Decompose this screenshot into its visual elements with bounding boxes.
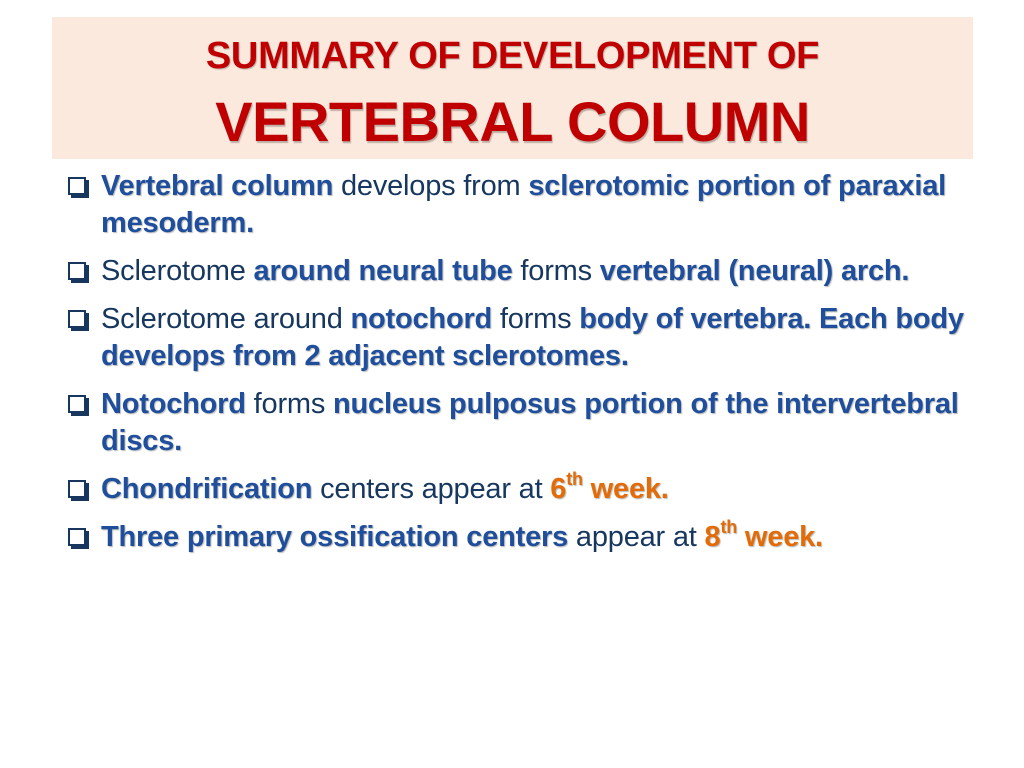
bullet-item: [66, 253, 986, 290]
checkbox-bullet-icon: [68, 480, 86, 498]
checkbox-bullet-icon: [68, 310, 86, 328]
week-number: 6: [550, 473, 567, 505]
bullet-bold-text: vertebral (neural) arch.: [599, 255, 910, 287]
bullet-text: Sclerotome: [101, 255, 254, 287]
bullet-bold-text: around neural tube: [253, 255, 513, 287]
bullet-item: [66, 471, 986, 508]
bullet-text: Sclerotome around: [101, 303, 351, 335]
week-label: week.: [582, 473, 669, 505]
bullet-item: [66, 168, 986, 242]
week-label: week.: [737, 521, 823, 553]
bullet-text: forms: [245, 388, 334, 420]
bullet-bold-text: sclerotomic portion of paraxial mesoderm.: [101, 170, 946, 239]
checkbox-bullet-icon: [68, 262, 86, 280]
bullet-bold-text: Three primary ossification centers: [101, 521, 569, 553]
bullet-bold-text: Chondrification: [101, 473, 313, 505]
bullet-text: centers appear at: [312, 473, 551, 505]
bullet-text: develops from: [333, 170, 529, 202]
bullet-item: [66, 386, 986, 460]
bullet-bold-text: Vertebral column: [101, 170, 334, 202]
bullet-item: [66, 519, 986, 556]
bullet-text: forms: [512, 255, 600, 287]
bullet-text: forms: [492, 303, 580, 335]
bullet-item: [66, 301, 986, 375]
bullet-bold-text: notochord: [350, 303, 493, 335]
week-number: 8: [704, 521, 721, 553]
ordinal-suffix: th: [720, 517, 738, 538]
bullet-bold-text: Notochord: [101, 388, 246, 420]
bullet-bold-text: nucleus pulposus portion of the intervertebral discs.: [101, 388, 959, 457]
slide-title-line1: SUMMARY OF DEVELOPMENT OF: [205, 35, 820, 77]
checkbox-bullet-icon: [68, 528, 86, 546]
checkbox-bullet-icon: [68, 395, 86, 413]
checkbox-bullet-icon: [68, 177, 86, 195]
slide-title-line2: VERTEBRAL COLUMN: [215, 90, 810, 153]
ordinal-suffix: th: [566, 469, 583, 490]
bullet-list: [66, 168, 986, 567]
title-banner: [52, 17, 973, 159]
bullet-bold-text: body of vertebra. Each body develops from 2 adjacent sclerotomes.: [101, 303, 964, 372]
bullet-text: appear at: [568, 521, 705, 553]
